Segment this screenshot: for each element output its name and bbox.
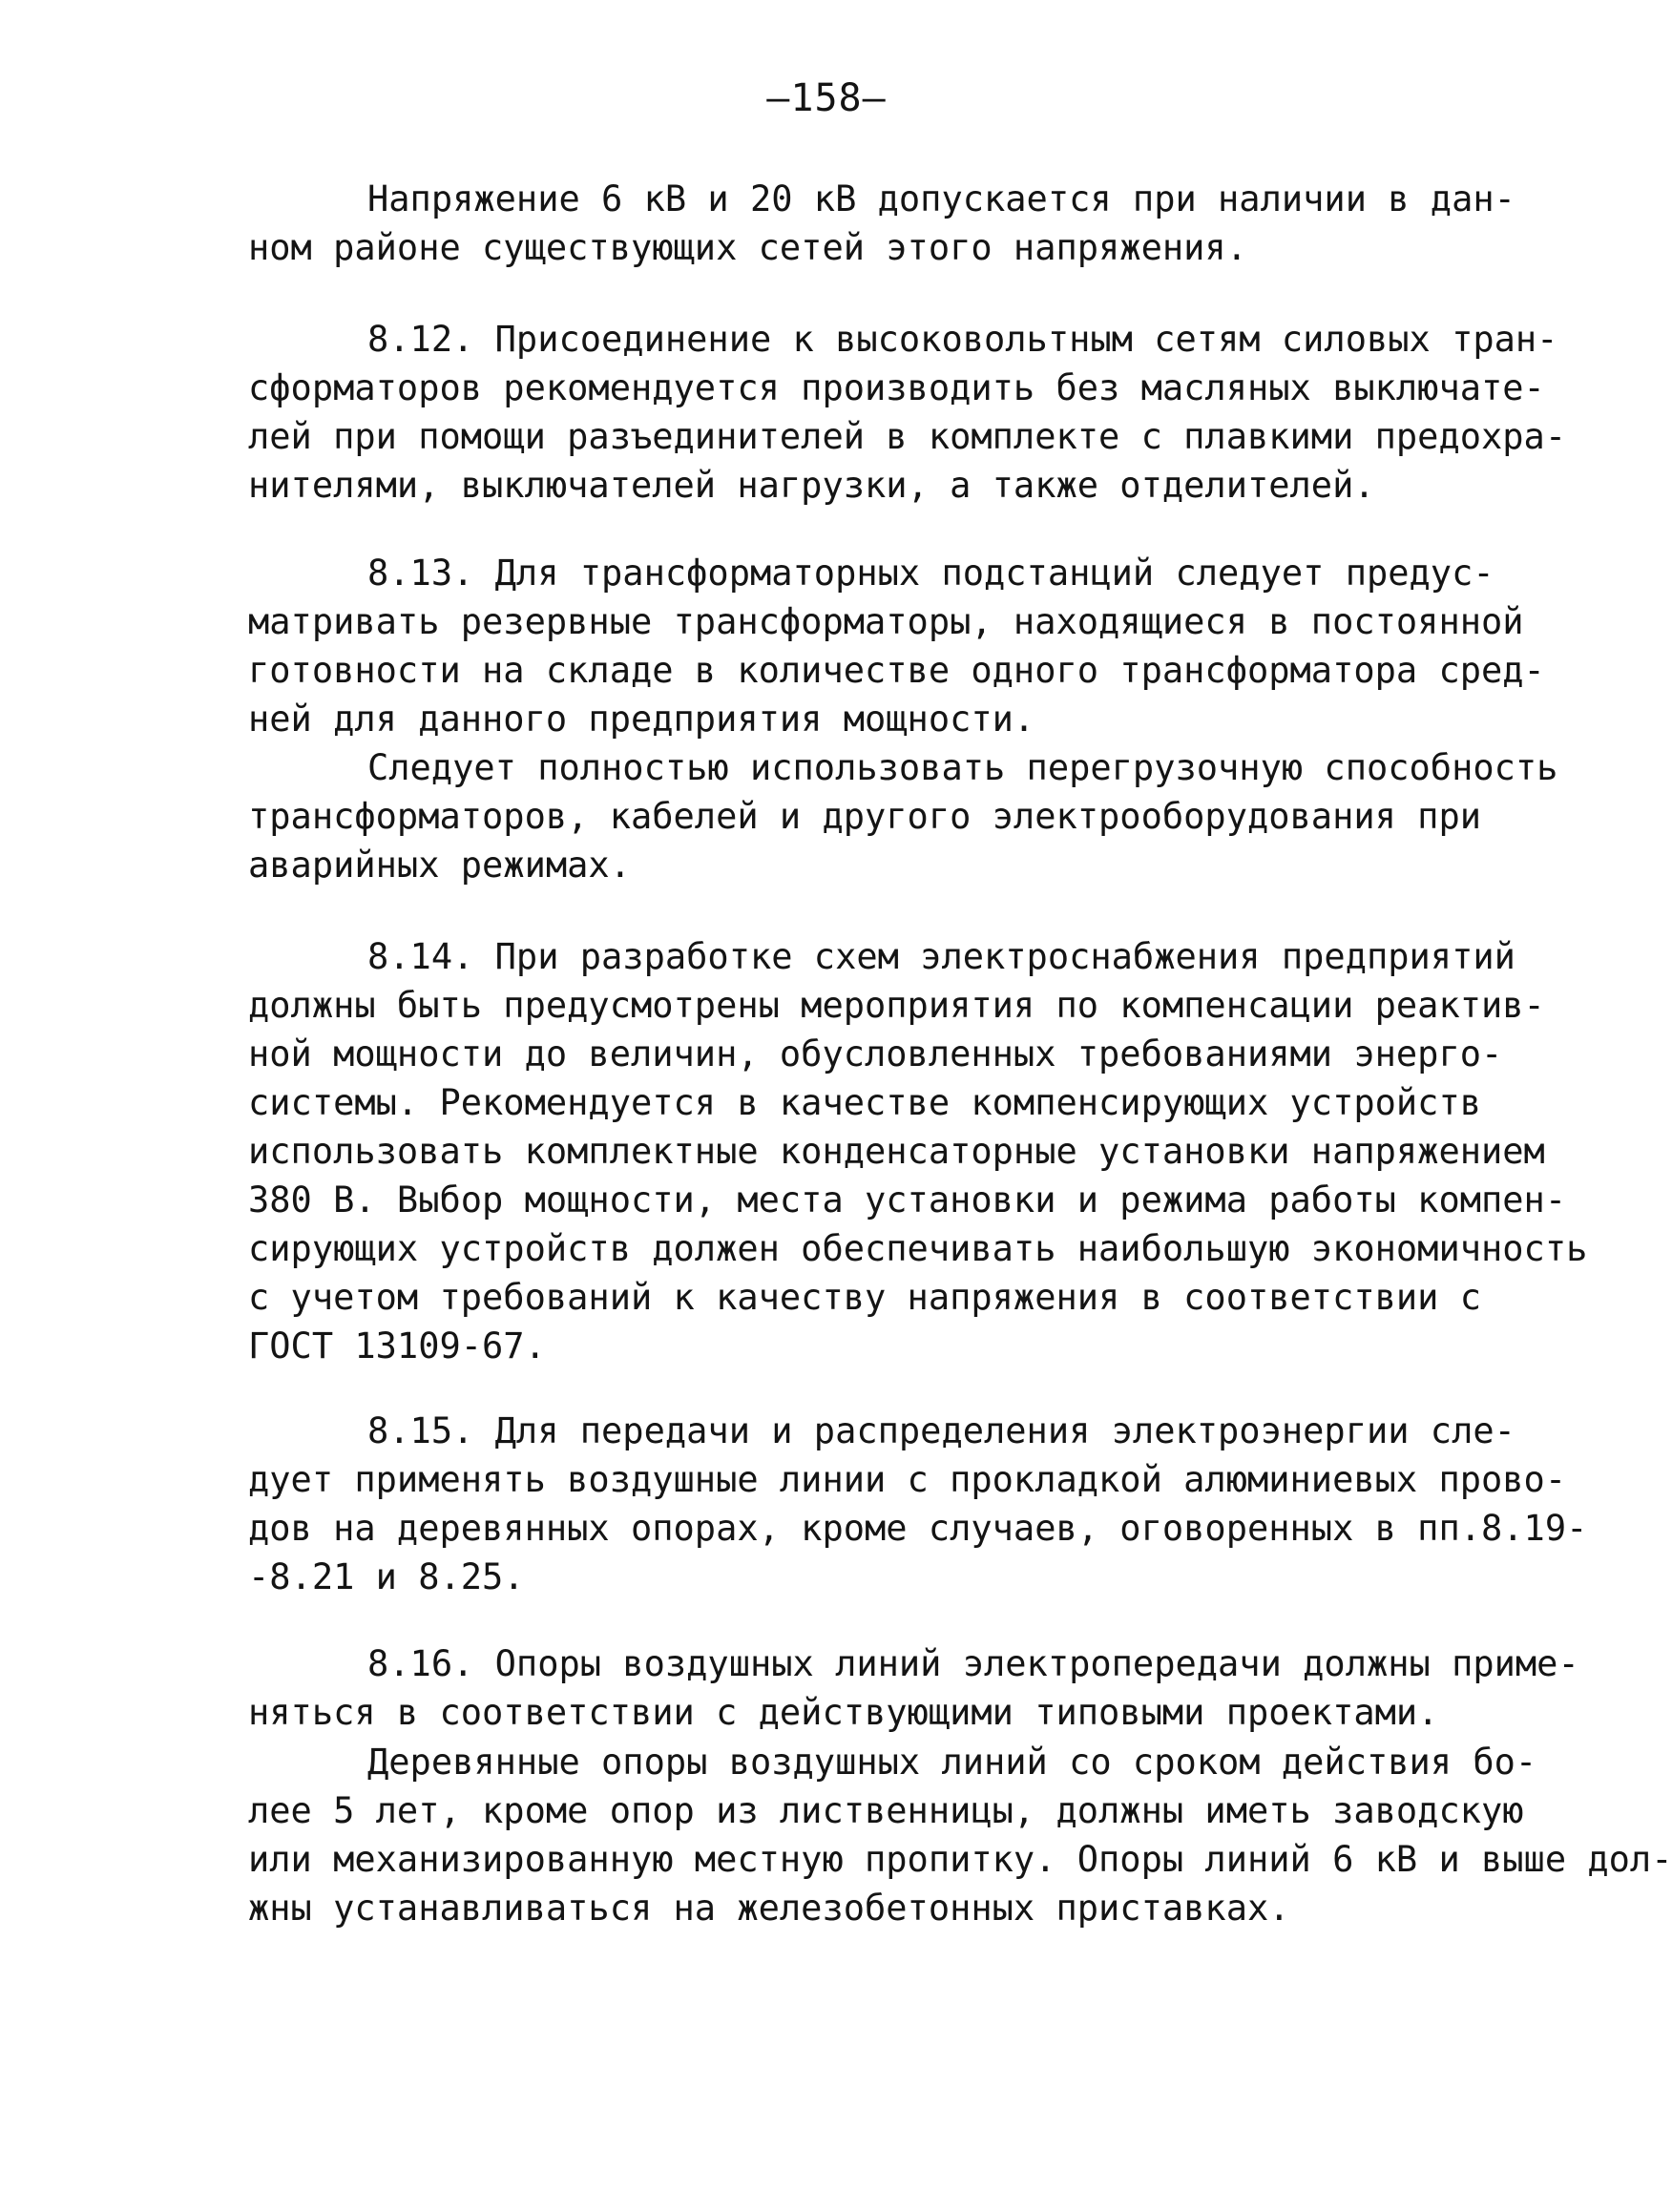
paragraph-8-16-continued [248,1738,1672,1932]
text-line: дов на деревянных опорах, кроме случаев, оговоренных в пп.8.19- [248,1508,1588,1549]
text-line: 8.16. Опоры воздушных линий электропередачи должны приме- [367,1643,1579,1684]
text-line: Деревянные опоры воздушных линий со сроком действия бо- [367,1742,1537,1783]
text-line: или механизированную местную пропитку. Опоры линий 6 кВ и выше дол- [248,1839,1672,1880]
page-number: —158— [766,76,887,120]
paragraph-8-14 [248,932,1588,1370]
text-line: лей при помощи разъединителей в комплекте с плавкими предохра- [248,416,1567,457]
text-line: ГОСТ 13109-67. [248,1325,546,1367]
text-line: системы. Рекомендуется в качестве компенсирующих устройств [248,1082,1482,1123]
text-line: сирующих устройств должен обеспечивать наибольшую экономичность [248,1228,1588,1269]
paragraph-intro [248,175,1527,272]
paragraph-8-16 [248,1639,1579,1737]
text-line: ной мощности до величин, обусловленных требованиями энерго- [248,1033,1503,1075]
paragraph-8-13 [248,549,1545,743]
text-line: сформаторов рекомендуется производить без масляных выключате- [248,367,1545,408]
text-line: 8.13. Для трансформаторных подстанций следует предус- [367,553,1494,594]
text-line: -8.21 и 8.25. [248,1556,525,1597]
text-line: дует применять воздушные линии с прокладкой алюминиевых прово- [248,1459,1567,1500]
text-line: 380 В. Выбор мощности, места установки и режима работы компен- [248,1179,1567,1221]
text-line: нителями, выключателей нагрузки, а также отделителей. [248,465,1375,506]
text-line: жны устанавливаться на железобетонных приставках. [248,1888,1290,1929]
paragraph-8-12 [248,315,1567,510]
text-line: Следует полностью использовать перегрузочную способность [367,747,1558,788]
text-line: ней для данного предприятия мощности. [248,699,1035,740]
text-line: использовать комплектные конденсаторные установки напряжением [248,1131,1545,1172]
text-line: Напряжение 6 кВ и 20 кВ допускается при наличии в дан- [367,178,1515,219]
paragraph-8-13-continued [248,743,1558,889]
text-line: 8.14. При разработке схем электроснабжения предприятий [367,936,1515,977]
text-line: матривать резервные трансформаторы, находящиеся в постоянной [248,601,1524,642]
text-line: готовности на складе в количестве одного трансформатора сред- [248,650,1545,691]
text-line: трансформаторов, кабелей и другого электрооборудования при [248,796,1482,837]
text-line: ном районе существующих сетей этого напряжения. [248,227,1247,268]
text-line: 8.12. Присоединение к высоковольтным сетям силовых тран- [367,319,1558,360]
text-line: аварийных режимах. [248,845,631,886]
text-line: 8.15. Для передачи и распределения электроэнергии сле- [367,1410,1515,1451]
paragraph-8-15 [248,1407,1588,1601]
text-line: с учетом требований к качеству напряжения в соответствии с [248,1277,1482,1318]
text-line: должны быть предусмотрены мероприятия по компенсации реактив- [248,985,1545,1026]
text-line: няться в соответствии с действующими типовыми проектами. [248,1692,1439,1733]
text-line: лее 5 лет, кроме опор из лиственницы, должны иметь заводскую [248,1790,1524,1831]
